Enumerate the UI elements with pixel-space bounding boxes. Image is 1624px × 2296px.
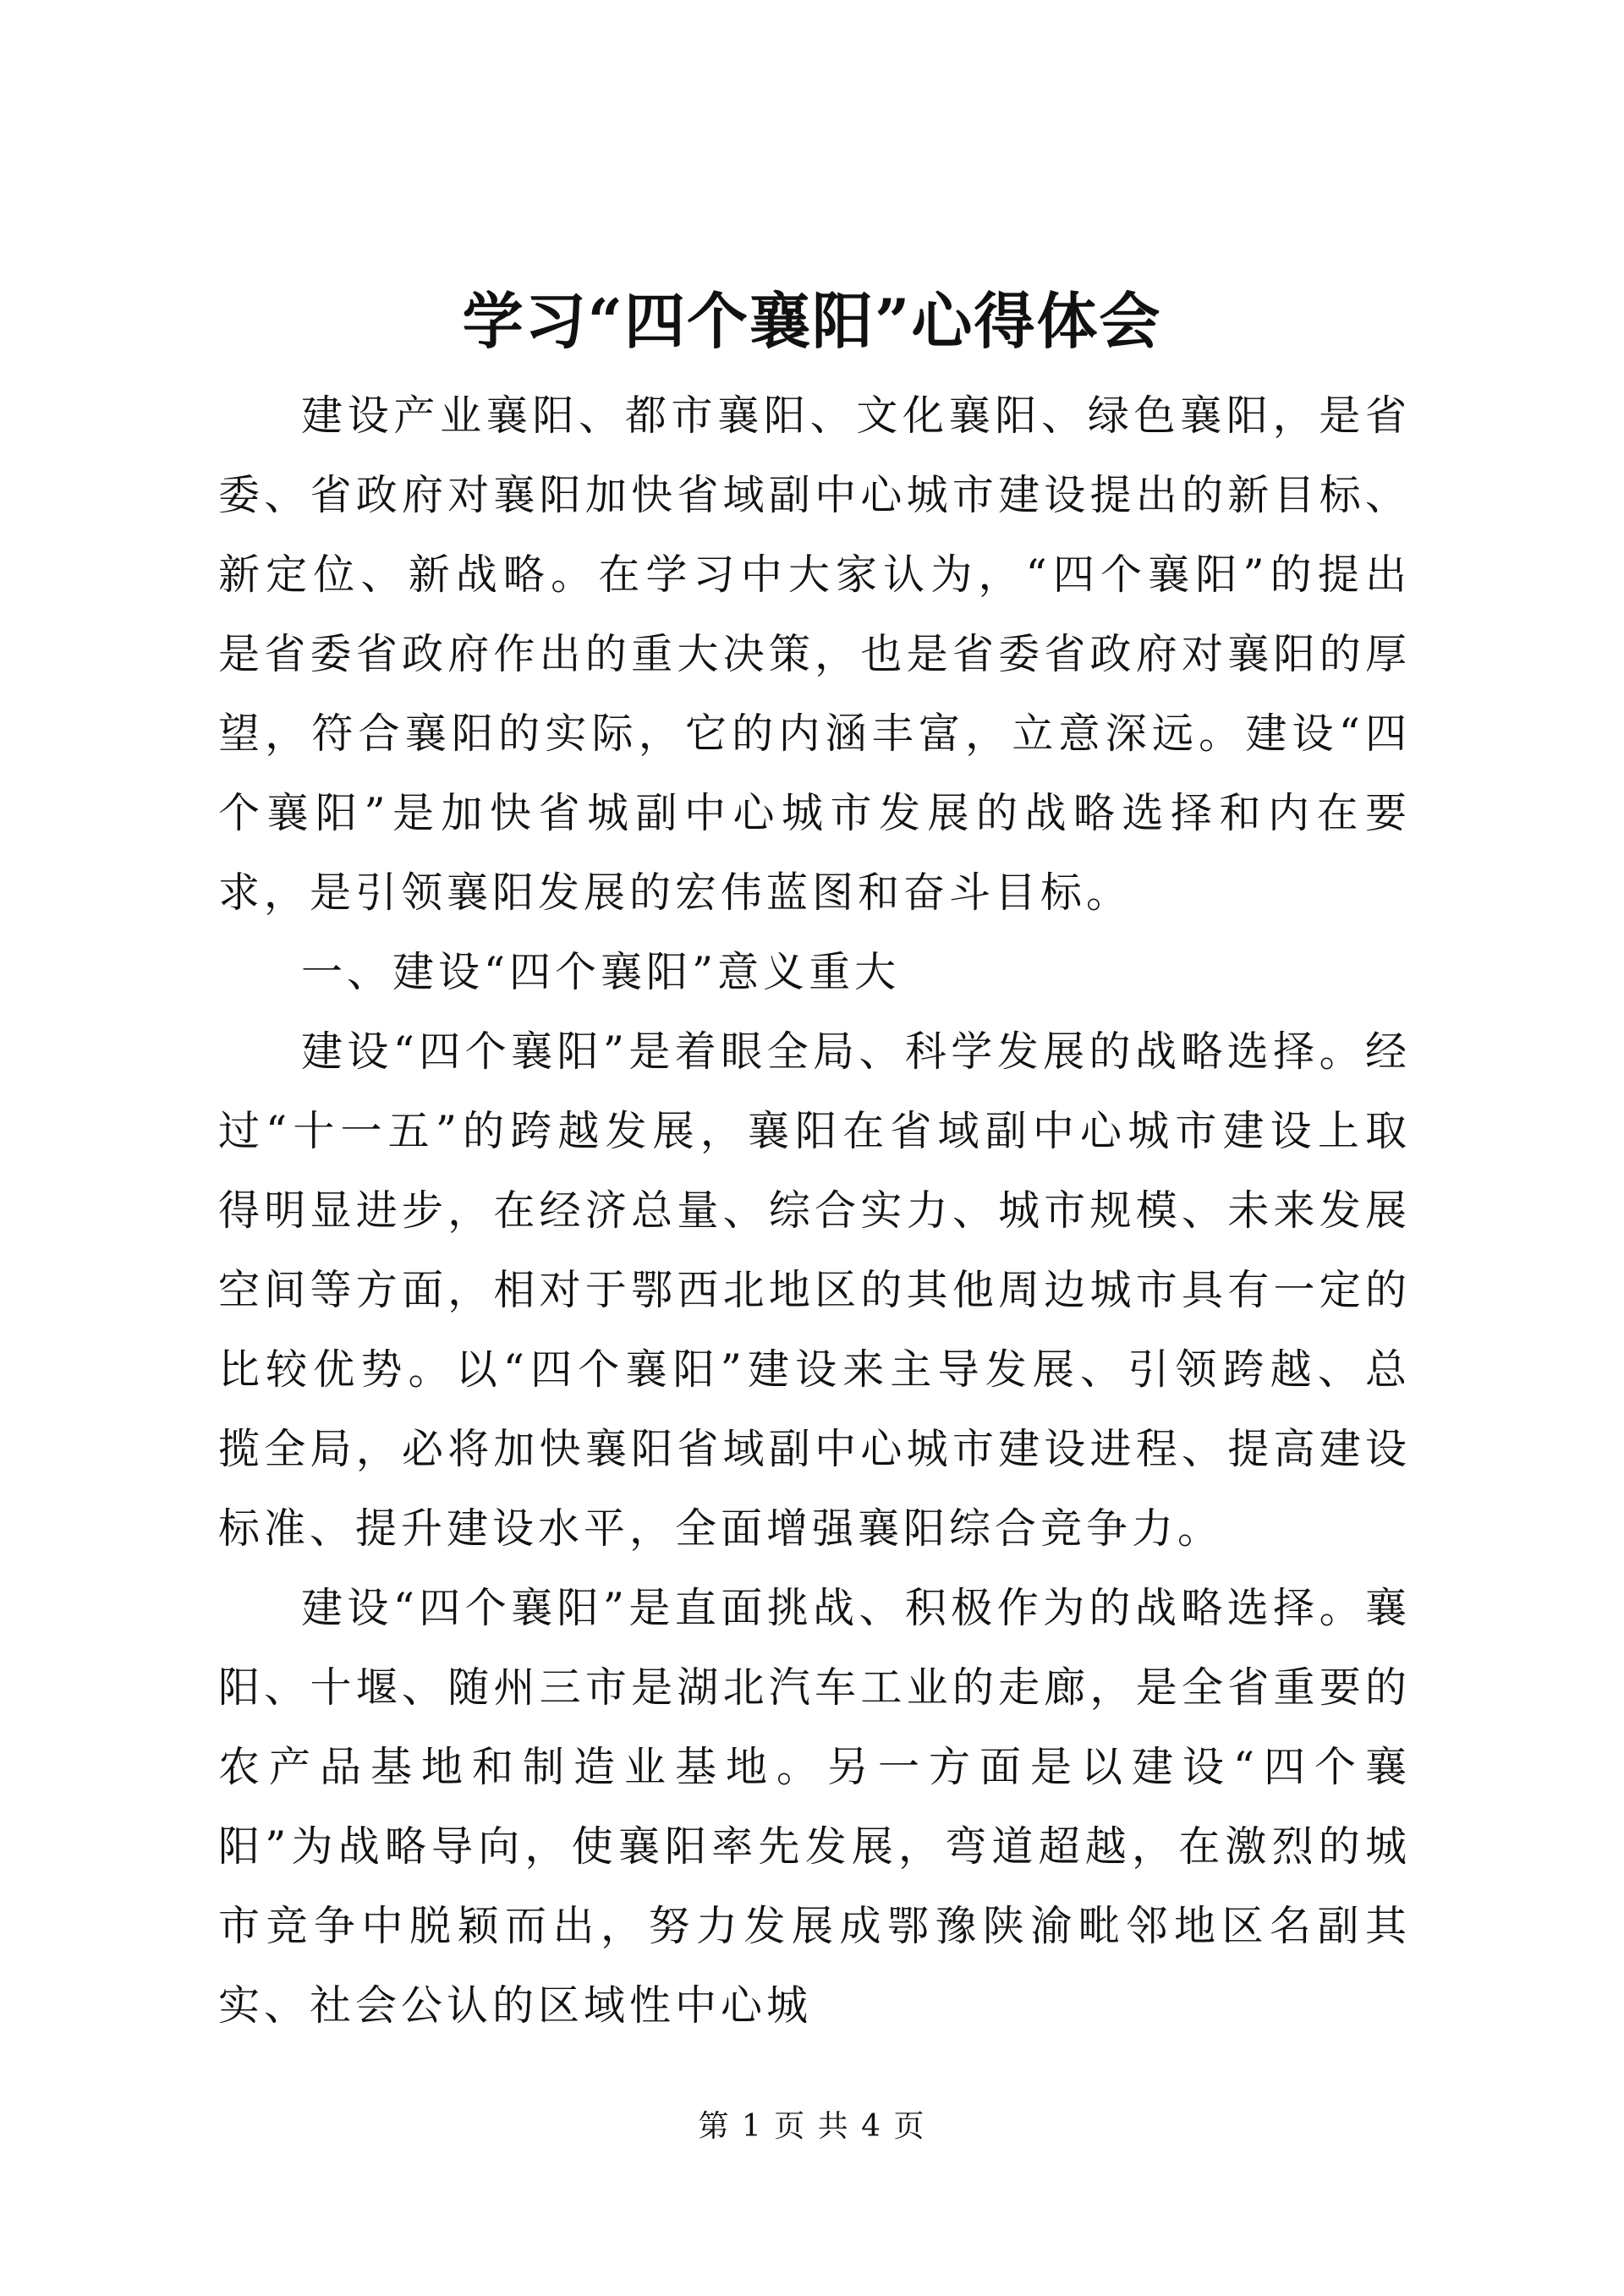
document-body [218, 376, 1411, 2046]
section-heading: 一、建设“四个襄阳”意义重大 [301, 948, 901, 996]
paragraph-intro: 建设产业襄阳、都市襄阳、文化襄阳、绿色襄阳，是省委、省政府对襄阳加快省域副中心城市建设提出的新目标、新定位、新战略。在学习中大家认为，“四个襄阳”的提出是省委省政府作出的重大决策，也是省委省政府对襄阳的厚望，符合襄阳的实际，它的内涵丰富，立意深远。建设“四个襄阳”是加快省城副中心城市发展的战略选择和内在要求，是引领襄阳发展的宏伟蓝图和奋斗目标。 [218, 392, 1411, 917]
paragraph-strategic-choice-2: 建设“四个襄阳”是直面挑战、积极作为的战略选择。襄阳、十堰、随州三市是湖北汽车工业的走廊，是全省重要的农产品基地和制造业基地。另一方面是以建设“四个襄阳”为战略导向，使襄阳率先发展，弯道超越，在激烈的城市竞争中脱颖而出，努力发展成鄂豫陕渝毗邻地区名副其实、社会公认的区域性中心城 [218, 1584, 1411, 2030]
document-title: 学习“四个襄阳”心得体会 [462, 285, 1162, 357]
paragraph-strategic-choice-1: 建设“四个襄阳”是着眼全局、科学发展的战略选择。经过“十一五”的跨越发展，襄阳在省域副中心城市建设上取得明显进步，在经济总量、综合实力、城市规模、未来发展空间等方面，相对于鄂西北地区的其他周边城市具有一定的比较优势。以“四个襄阳”建设来主导发展、引领跨越、总揽全局，必将加快襄阳省域副中心城市建设进程、提高建设标准、提升建设水平，全面增强襄阳综合竞争力。 [218, 1027, 1411, 1553]
page-footer: 第 1 页 共 4 页 [698, 2109, 926, 2144]
